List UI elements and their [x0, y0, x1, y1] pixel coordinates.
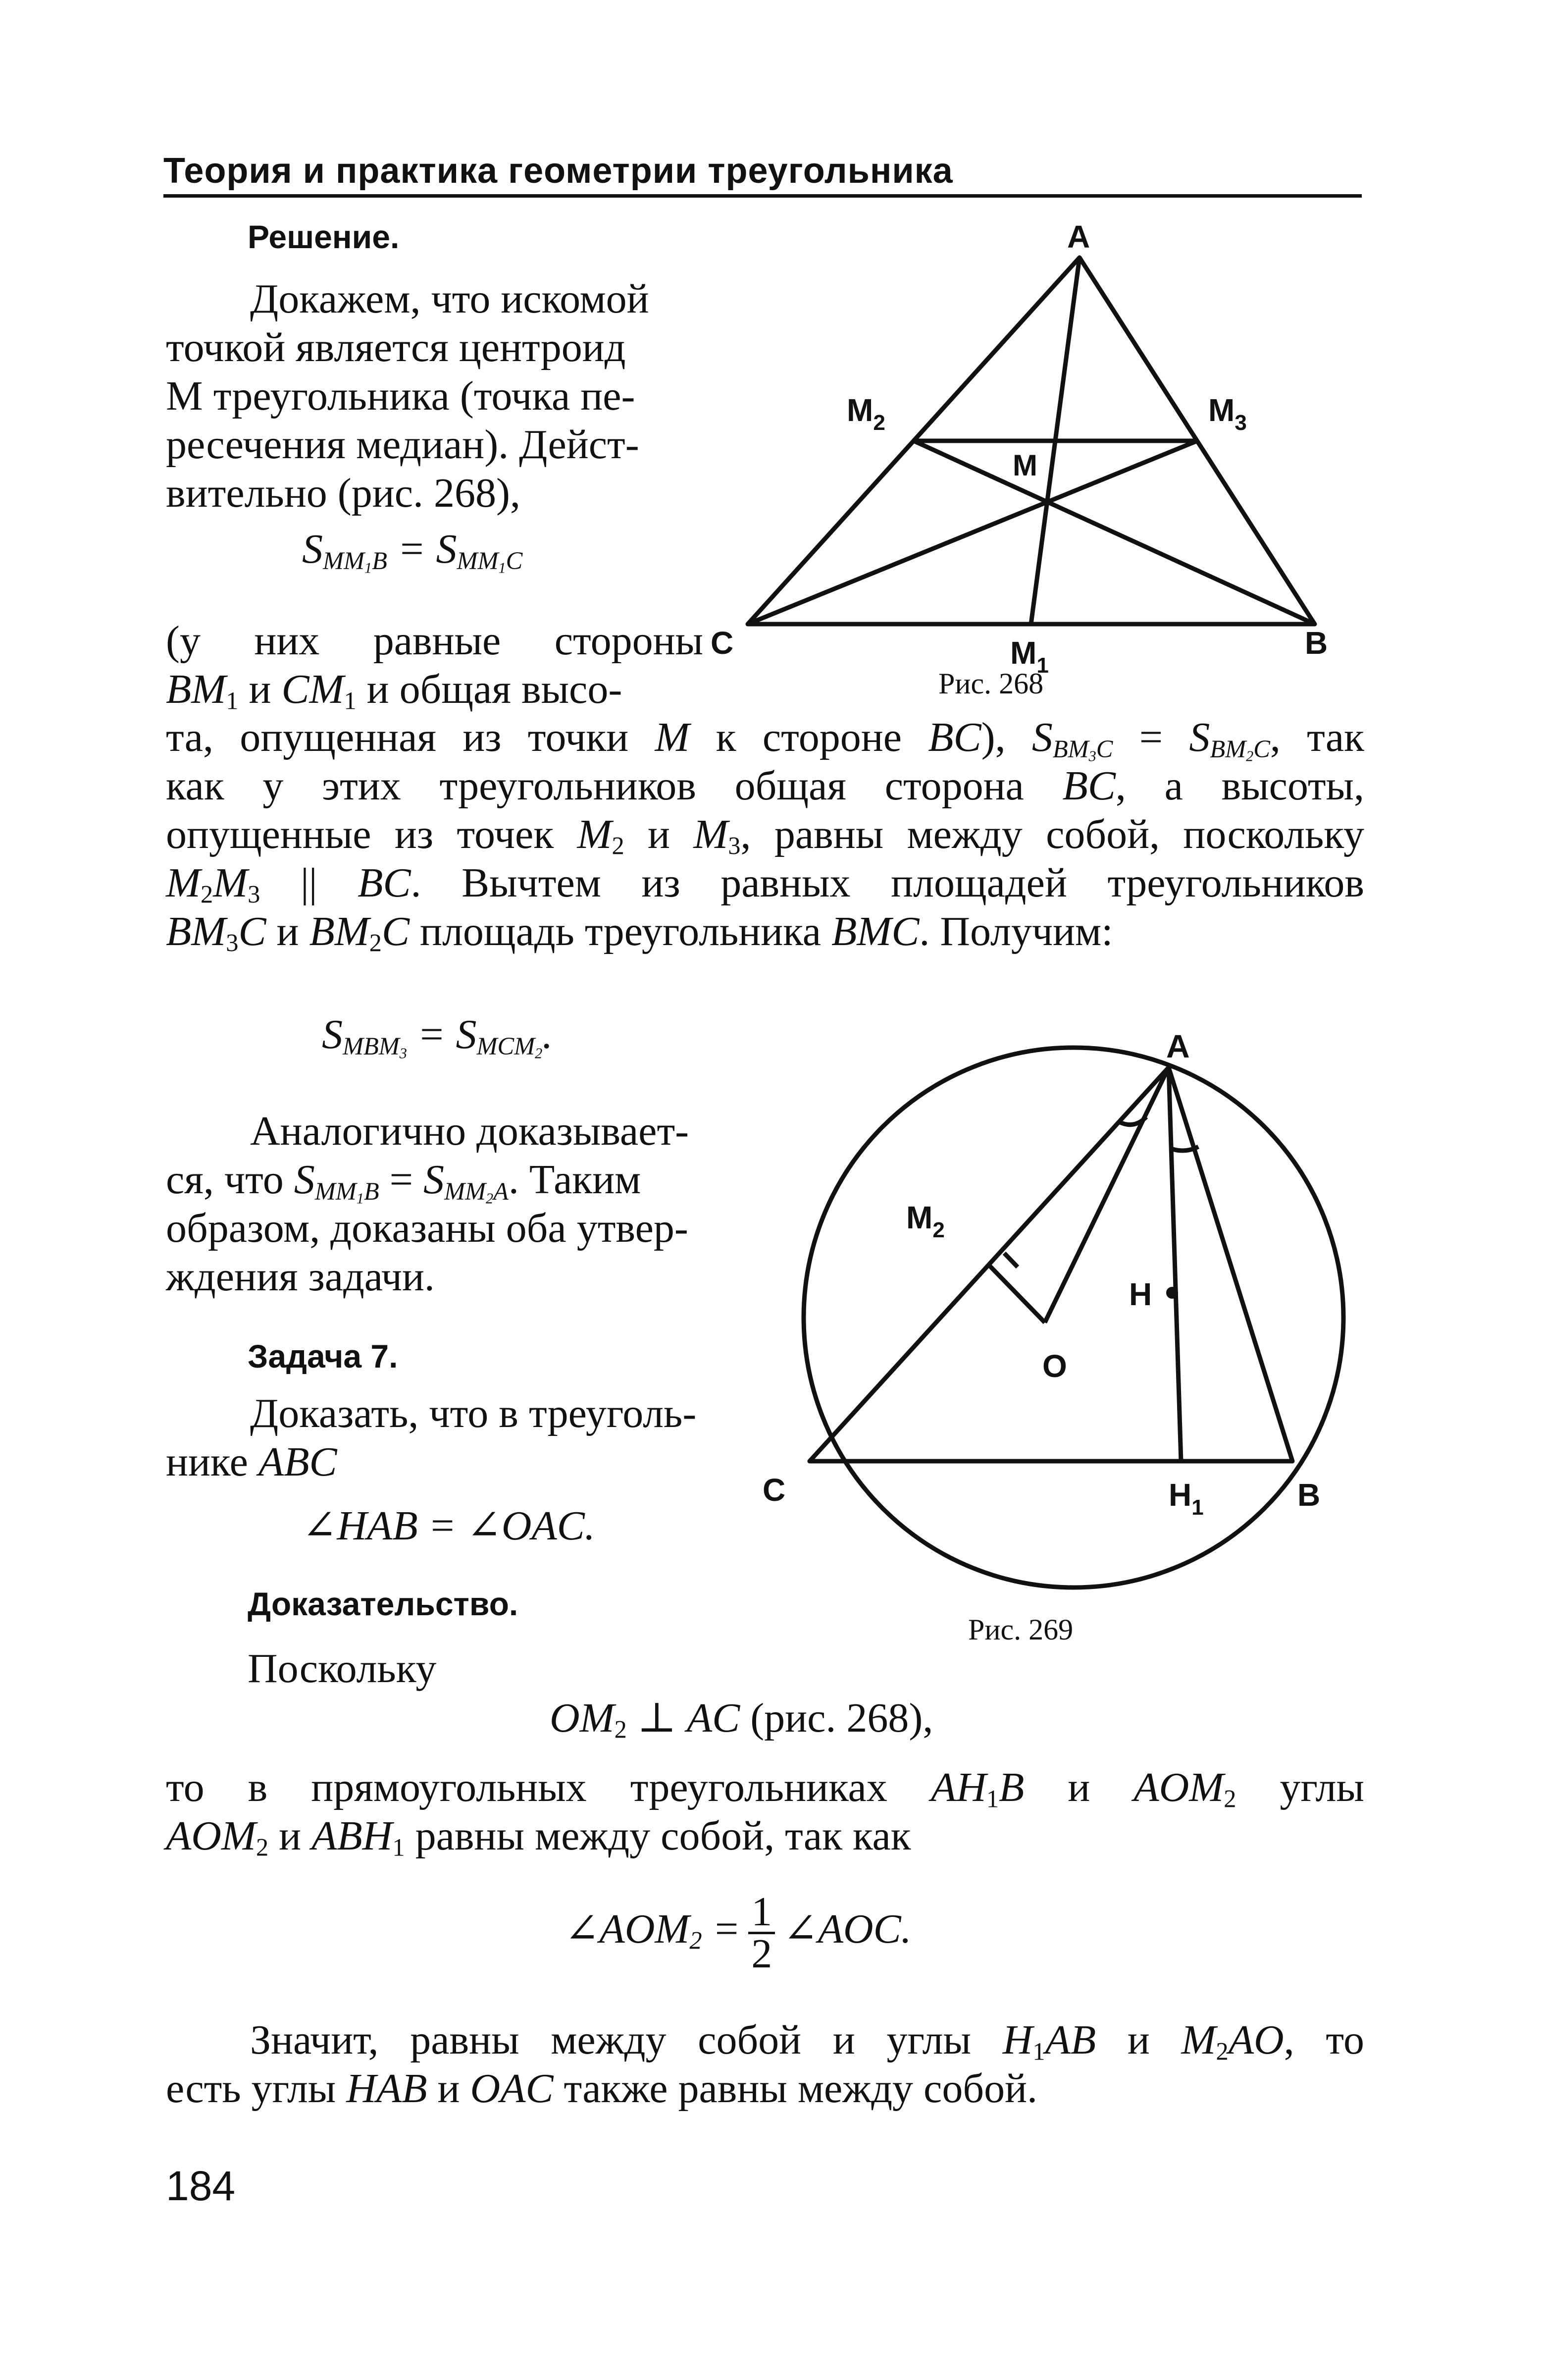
formula-perpendicular: $OM_2$ ⊥ AC (рис. 268),: [550, 1695, 933, 1744]
proof-line-2: $AOM_2$ и $ABH_1$ равны между собой, так как: [166, 1813, 911, 1861]
label-B: B: [1297, 1477, 1321, 1513]
analog-line-3: образом, доказаны оба утвер-: [166, 1205, 688, 1251]
analog-line-4: ждения задачи.: [166, 1254, 435, 1300]
label-M2: $M_2$: [847, 392, 885, 435]
label-B: B: [1305, 625, 1328, 661]
task7-formula: ∠HAB = ∠OAC.: [302, 1503, 595, 1549]
header-rule: [163, 194, 1362, 198]
task7-heading: Задача 7.: [248, 1338, 398, 1375]
solution-line-5: вительно (рис. 268),: [166, 470, 520, 516]
page-number: 184: [166, 2163, 236, 2209]
formula-angle-half: $\angle AOM_2$ = $\frac{1}{2}$ ∠AOC.: [565, 1889, 912, 1977]
proof-paragraph: [166, 1763, 1364, 1860]
full-line-2: как у этих треугольников общая сторона BC, а высоты,: [166, 763, 1364, 809]
label-M2: $M_2$: [906, 1200, 945, 1242]
label-A: A: [1166, 1028, 1190, 1064]
caption-fig269: Рис. 269: [968, 1613, 1074, 1646]
circumcircle: [804, 1048, 1343, 1587]
full-line-1: та, опущенная из точки M к стороне BC), $S_{BM_3C} = S_{BM_2C}$, так: [166, 714, 1364, 765]
point-H: [1166, 1287, 1178, 1299]
label-M1: $M_1$: [1010, 635, 1049, 678]
after-line-1: (у них равные стороны: [166, 618, 703, 664]
caption-fig268: Рис. 268: [938, 667, 1044, 700]
label-H1: $H_1$: [1169, 1477, 1204, 1520]
header-title: Теория и практика геометрии треугольника: [163, 151, 953, 191]
task7-line-1: Доказать, что в треуголь-: [250, 1390, 697, 1436]
task7-paragraph: [166, 1389, 748, 1486]
label-H: H: [1129, 1276, 1152, 1312]
fraction-one-half: $\frac{1}{2}$: [748, 1892, 775, 1974]
label-M3: $M_3$: [1208, 392, 1247, 435]
label-C: C: [763, 1472, 786, 1508]
full-width-paragraph: [166, 713, 1364, 956]
proof-heading: Доказательство.: [248, 1586, 518, 1622]
analog-line-2: ся, что $S_{MM_1B} = S_{MM_2A}$. Таким: [166, 1157, 641, 1207]
angle-arc-a-right: [1173, 1147, 1198, 1151]
solution-line-3: М треугольника (точка пе-: [166, 373, 635, 419]
full-line-3: опущенные из точек $M_2$ и $M_3$, равны между собой, поскольку: [166, 811, 1365, 860]
proof-start: Поскольку: [248, 1645, 437, 1692]
formula-area-equality-1: $S_{MM_1B} = S_{MM_1C}$: [302, 526, 523, 577]
solution-paragraph: [166, 275, 703, 518]
full-line-5: $BM_3C$ и $BM_2C$ площадь треугольника BMC. Получим:: [166, 908, 1113, 957]
label-M: M: [1013, 449, 1037, 482]
formula-area-equality-2: $S_{MBM_3} = S_{MCM_2}$.: [322, 1011, 553, 1062]
figure-268: [713, 218, 1367, 713]
solution-line-2: точкой является центроид: [166, 324, 626, 370]
solution-line-4: ресечения медиан). Дейст-: [166, 422, 639, 468]
label-C: C: [711, 625, 734, 661]
task7-line-2: нике ABC: [166, 1439, 337, 1485]
running-header: [163, 149, 1362, 198]
solution-line-1: Докажем, что искомой: [250, 276, 649, 322]
solution-heading: Решение.: [248, 218, 400, 255]
analog-paragraph: [166, 1107, 748, 1301]
label-A: A: [1067, 219, 1090, 255]
figure-269: [733, 996, 1377, 1679]
after-formula-lines: [166, 617, 703, 714]
analog-line-1: Аналогично доказывает-: [250, 1108, 689, 1154]
label-O: O: [1042, 1348, 1067, 1384]
altitude-a-h1: [1169, 1067, 1181, 1461]
conclusion-line-1: Значит, равны между собой и углы $H_1AB$ и $M_2AO$, то: [250, 2017, 1364, 2065]
after-line-2: $BM_1$ и $CM_1$ и общая высо-: [166, 666, 622, 715]
conclusion-paragraph: [166, 2016, 1364, 2113]
segment-o-m2: [989, 1266, 1045, 1322]
full-line-4: $M_2M_3$ || BC. Вычтем из равных площадей треугольников: [166, 860, 1364, 908]
right-angle-mark: [1004, 1253, 1018, 1267]
conclusion-line-2: есть углы HAB и OAC также равны между собой.: [166, 2065, 1038, 2112]
proof-line-1: то в прямоугольных треугольниках $AH_1B$ и $AOM_2$ углы: [166, 1764, 1364, 1813]
